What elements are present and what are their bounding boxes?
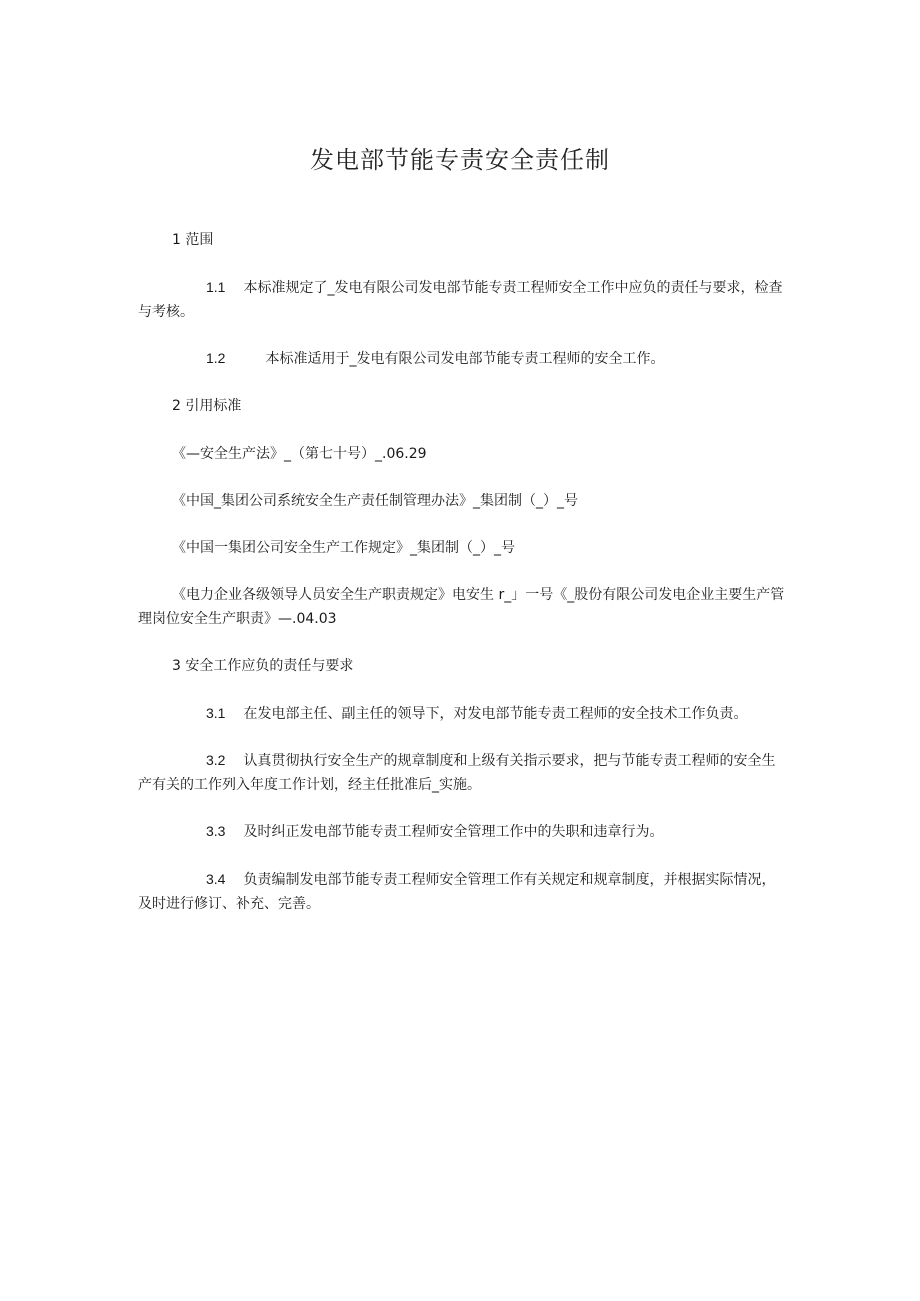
clause-1-1-text: 本标准规定了_发电有限公司发电部节能专责工程师安全工作中应负的责任与要求，检查与考核。 bbox=[138, 280, 783, 320]
clause-3-2-number: 3.2 bbox=[206, 752, 226, 768]
clause-3-1 bbox=[138, 701, 788, 726]
reference-3: 《中国一集团公司安全生产工作规定》_集团制（_）_号 bbox=[172, 540, 515, 556]
clause-3-4 bbox=[138, 867, 788, 916]
clause-3-3 bbox=[138, 819, 788, 844]
clause-3-1-number: 3.1 bbox=[206, 705, 226, 721]
clause-1-1-number: 1.1 bbox=[206, 279, 226, 295]
document-title: 发电部节能专责安全责任制 bbox=[310, 146, 610, 174]
clause-3-4-number: 3.4 bbox=[206, 871, 226, 887]
reference-1: 《—安全生产法》_（第七十号）_.06.29 bbox=[172, 446, 427, 462]
clause-3-2 bbox=[138, 748, 788, 797]
clause-1-2-text: 本标准适用于_发电有限公司发电部节能专责工程师的安全工作。 bbox=[265, 351, 665, 367]
clause-1-2-number: 1.2 bbox=[206, 350, 226, 366]
section-1-heading: 1 范围 bbox=[172, 232, 214, 248]
reference-2: 《中国_集团公司系统安全生产责任制管理办法》_集团制（_）_号 bbox=[172, 493, 578, 509]
section-2-heading: 2 引用标准 bbox=[172, 398, 242, 414]
clause-3-2-text: 认真贯彻执行安全生产的规章制度和上级有关指示要求，把与节能专责工程师的安全生产有关的工作列入年度工作计划，经主任批准后_实施。 bbox=[138, 753, 776, 793]
clause-1-1 bbox=[138, 275, 788, 324]
clause-3-1-text: 在发电部主任、副主任的领导下，对发电部节能专责工程师的安全技术工作负责。 bbox=[243, 706, 748, 722]
clause-3-3-text: 及时纠正发电部节能专责工程师安全管理工作中的失职和违章行为。 bbox=[243, 824, 664, 840]
clause-3-4-text: 负责编制发电部节能专责工程师安全管理工作有关规定和规章制度，并根据实际情况，及时进行修订、补充、完善。 bbox=[138, 872, 776, 912]
section-3-heading: 3 安全工作应负的责任与要求 bbox=[172, 658, 354, 674]
clause-3-3-number: 3.3 bbox=[206, 823, 226, 839]
reference-4: 《电力企业各级领导人员安全生产职责规定》电安生 r_」一号《_股份有限公司发电企业主要生产管理岗位安全生产职责》—.04.03 bbox=[138, 587, 785, 627]
clause-1-2 bbox=[138, 346, 788, 371]
